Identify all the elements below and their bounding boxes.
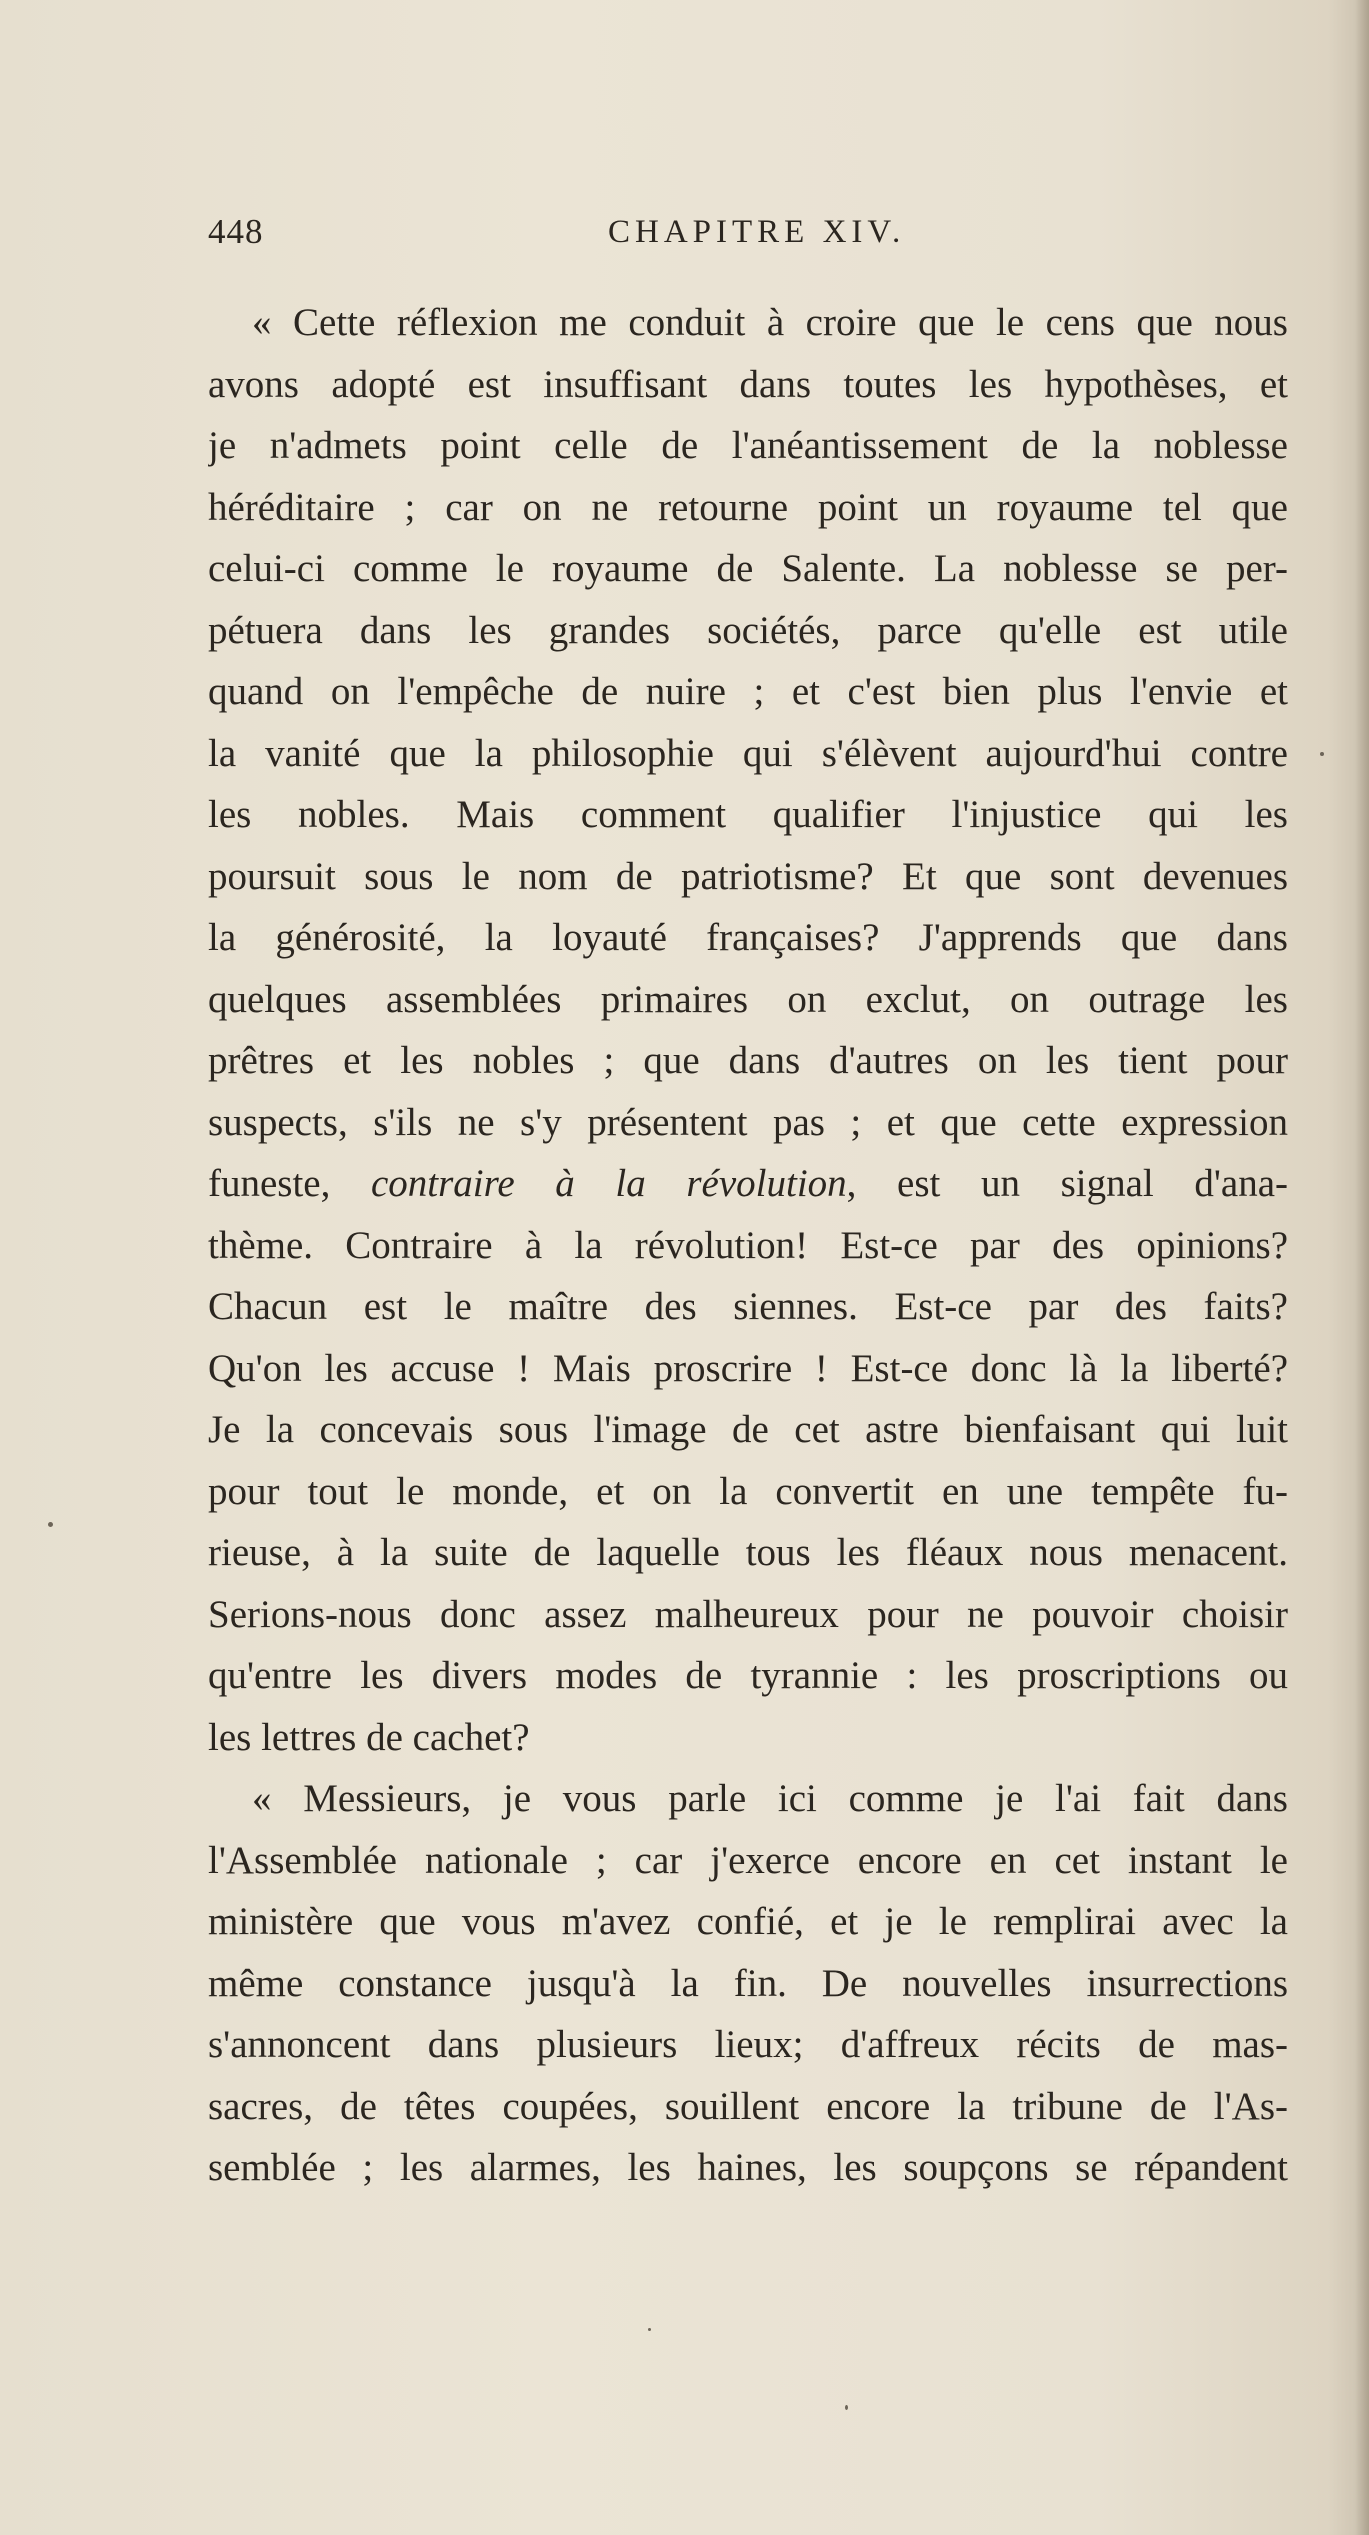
text-line: la vanité que la philosophie qui s'élèvent aujourd'hui contre — [208, 731, 1288, 775]
text-line: avons adopté est insuffisant dans toutes les hypothèses, et — [208, 362, 1288, 406]
chapter-title: CHAPITRE XIV. — [608, 214, 906, 250]
text-line: quand on l'empêche de nuire ; et c'est bien plus l'envie et — [208, 670, 1288, 713]
text-line: qu'entre les divers modes de tyrannie : les proscriptions ou — [208, 1654, 1288, 1697]
text-line: thème. Contraire à la révolution! Est-ce par des opinions? — [208, 1223, 1288, 1267]
text-line: prêtres et les nobles ; que dans d'autres on les tient pour — [208, 1039, 1288, 1082]
text-line: Qu'on les accuse ! Mais proscrire ! Est-ce donc là la liberté? — [208, 1346, 1288, 1390]
text-segment: , est un signal d'ana- — [846, 1162, 1288, 1205]
ink-speck — [845, 2405, 848, 2410]
text-line: même constance jusqu'à la fin. De nouvelles insurrections — [208, 1961, 1288, 2005]
text-line: sacres, de têtes coupées, souillent encore la tribune de l'As- — [208, 2084, 1288, 2128]
text-line: les nobles. Mais comment qualifier l'injustice qui les — [208, 793, 1288, 836]
text-line: Je la concevais sous l'image de cet astre bienfaisant qui luit — [208, 1408, 1288, 1451]
italic-phrase: contraire à la révolution — [370, 1162, 847, 1205]
text-line: « Cette réflexion me conduit à croire que le cens que nous — [252, 301, 1288, 344]
text-line: poursuit sous le nom de patriotisme? Et que sont devenues — [208, 854, 1288, 898]
text-line: s'annoncent dans plusieurs lieux; d'affreux récits de mas- — [208, 2023, 1288, 2066]
text-line: quelques assemblées primaires on exclut, on outrage les — [208, 977, 1288, 1021]
text-line: Chacun est le maître des siennes. Est-ce par des faits? — [208, 1285, 1288, 1328]
text-line: je n'admets point celle de l'anéantissement de la noblesse — [208, 424, 1288, 467]
page-number: 448 — [208, 212, 264, 251]
text-line: pour tout le monde, et on la convertit en une tempête fu- — [208, 1469, 1288, 1513]
text-line: les lettres de cachet? — [208, 1715, 530, 1759]
text-line: héréditaire ; car on ne retourne point un royaume tel que — [208, 485, 1288, 529]
text-line: celui-ci comme le royaume de Salente. La noblesse se per- — [208, 547, 1288, 590]
text-line: la générosité, la loyauté françaises? J'apprends que dans — [208, 916, 1288, 959]
ink-speck — [48, 1522, 53, 1527]
text-line-with-italic — [208, 1153, 1288, 1215]
text-line: semblée ; les alarmes, les haines, les soupçons se répandent — [208, 2146, 1288, 2189]
text-line: suspects, s'ils ne s'y présentent pas ; et que cette expression — [208, 1100, 1288, 1144]
text-line: l'Assemblée nationale ; car j'exerce encore en cet instant le — [208, 1838, 1288, 1882]
ink-speck — [648, 2328, 651, 2331]
text-line: Serions-nous donc assez malheureux pour ne pouvoir choisir — [208, 1592, 1288, 1636]
text-segment: funeste, — [208, 1162, 371, 1205]
running-head — [208, 212, 1286, 262]
text-line: pétuera dans les grandes sociétés, parce qu'elle est utile — [208, 608, 1288, 652]
page-edge-shadow — [1355, 0, 1369, 2535]
text-line: « Messieurs, je vous parle ici comme je l'ai fait dans — [252, 1777, 1288, 1820]
body-text — [208, 292, 1288, 2199]
text-line: rieuse, à la suite de laquelle tous les fléaux nous menacent. — [208, 1531, 1288, 1574]
ink-speck — [1320, 752, 1324, 756]
text-line: ministère que vous m'avez confié, et je le remplirai avec la — [208, 1900, 1288, 1943]
